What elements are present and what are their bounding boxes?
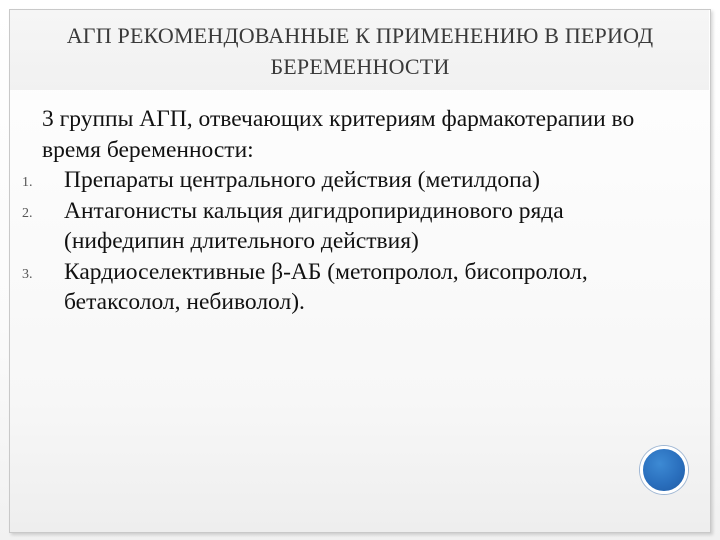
numbered-list [22,165,682,318]
slide-body [22,104,682,318]
decorative-circle-icon [640,446,688,494]
list-number: 2. [22,205,33,221]
list-number: 1. [22,175,33,190]
list-item-text: Препараты центрального действия (метилдопа) [64,167,540,193]
list-item-text: Кардиоселективные β-АБ (метопролол, бисопролол, бетаксолол, небиволол). [64,258,588,315]
list-number: 3. [22,266,33,282]
intro-text: 3 группы АГП, отвечающих критериям фармакотерапии во время беременности: [42,106,635,163]
list-item-text: Антагонисты кальция дигидропиридинового ряда (нифедипин длительного действия) [64,197,564,254]
list-item [22,196,682,257]
list-item [22,257,682,318]
slide-title: АГП РЕКОМЕНДОВАННЫЕ К ПРИМЕНЕНИЮ В ПЕРИОД БЕРЕМЕННОСТИ [66,23,654,79]
list-item [22,165,682,196]
